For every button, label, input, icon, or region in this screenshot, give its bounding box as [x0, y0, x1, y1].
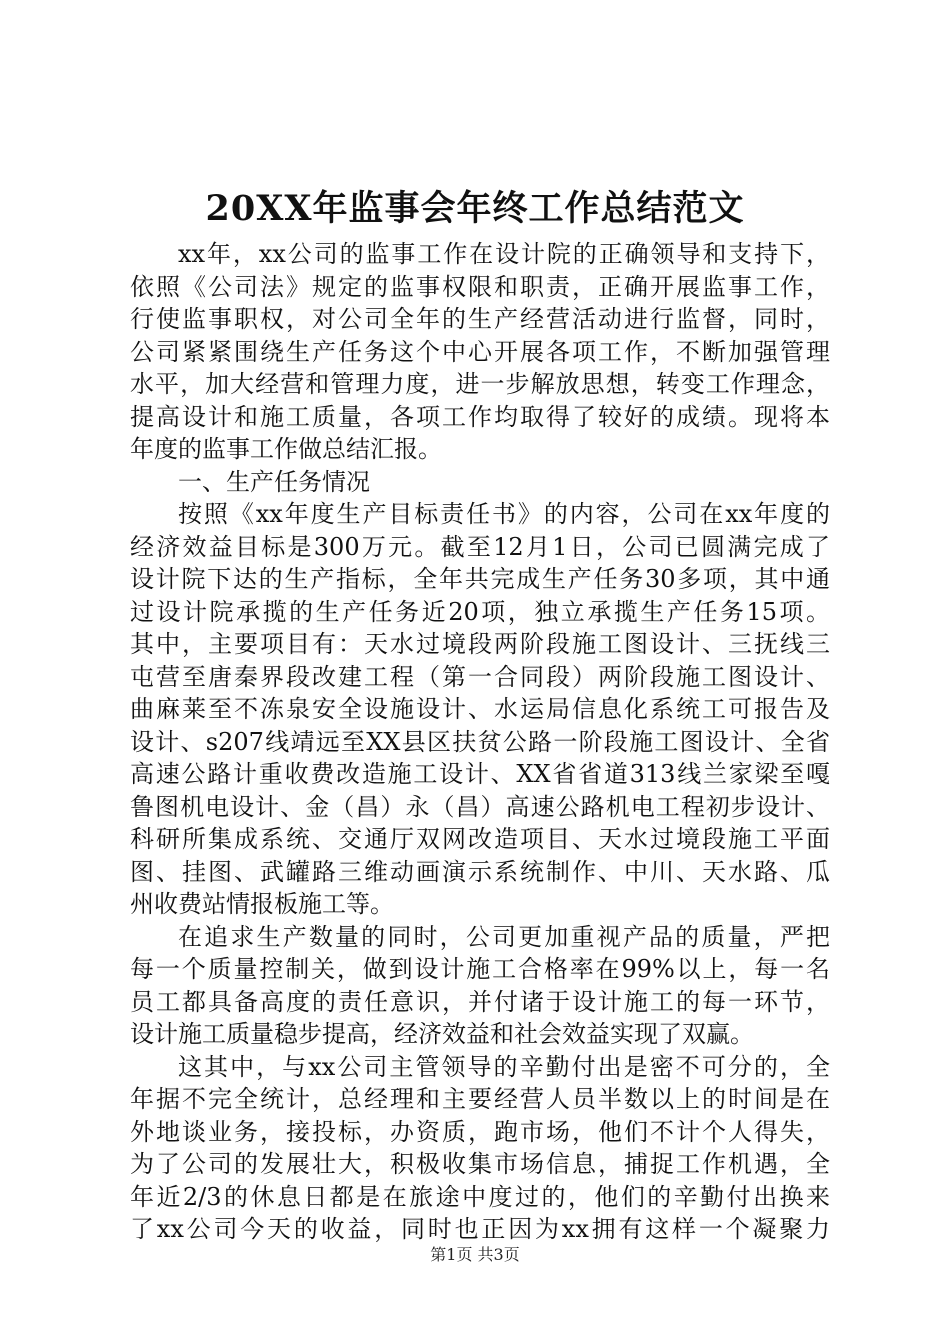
body-text-line: 外地谈业务，接投标，办资质，跑市场，他们不计个人得失， [130, 1117, 830, 1146]
body-text-line: 年据不完全统计，总经理和主要经营人员半数以上的时间是在 [130, 1085, 830, 1113]
body-text-line: 一、生产任务情况 [178, 467, 370, 496]
body-text-line: 屯营至唐秦界段改建工程（第一合同段）两阶段施工图设计、 [130, 662, 830, 691]
body-text-line: 了xx公司今天的收益，同时也正因为xx拥有这样一个凝聚力 [130, 1215, 830, 1243]
document-title: 20XX年监事会年终工作总结范文 [205, 188, 745, 229]
body-text-line: 这其中，与xx公司主管领导的辛勤付出是密不可分的，全 [178, 1052, 830, 1081]
body-text-line: 年度的监事工作做总结汇报。 [130, 435, 442, 463]
body-text-line: 为了公司的发展壮大，积极收集市场信息，捕捉工作机遇，全 [130, 1150, 830, 1178]
body-text-line: 每一个质量控制关，做到设计施工合格率在99%以上，每一名 [130, 955, 830, 983]
body-text-line: 图、挂图、武罐路三维动画演示系统制作、中川、天水路、瓜 [130, 857, 830, 886]
body-text-line: 科研所集成系统、交通厅双网改造项目、天水过境段施工平面 [130, 825, 830, 853]
body-text-line: 依照《公司法》规定的监事权限和职责，正确开展监事工作， [130, 272, 830, 301]
body-text-line: 年近2/3的休息日都是在旅途中度过的，他们的辛勤付出换来 [130, 1182, 830, 1211]
body-text-line: 设计施工质量稳步提高，经济效益和社会效益实现了双赢。 [130, 1020, 754, 1048]
body-text-line: 员工都具备高度的责任意识，并付诸于设计施工的每一环节， [130, 987, 830, 1016]
body-text-line: 经济效益目标是300万元。截至12月1日，公司已圆满完成了 [130, 532, 830, 561]
body-text-line: 行使监事职权，对公司全年的生产经营活动进行监督，同时， [130, 305, 830, 333]
body-text-line: 过设计院承揽的生产任务近20项，独立承揽生产任务15项。 [130, 597, 830, 626]
body-text-line: 设计、s207线靖远至XX县区扶贫公路一阶段施工图设计、全省 [130, 727, 830, 756]
body-text-line: xx年，xx公司的监事工作在设计院的正确领导和支持下， [178, 240, 830, 268]
body-text-line: 州收费站情报板施工等。 [130, 890, 394, 918]
body-text-line: 提高设计和施工质量，各项工作均取得了较好的成绩。现将本 [130, 402, 830, 431]
page-number-footer: 第1页 共3页 [430, 1245, 520, 1264]
body-text-line: 水平，加大经营和管理力度，进一步解放思想，转变工作理念， [130, 370, 830, 398]
body-text-line: 按照《xx年度生产目标责任书》的内容，公司在xx年度的 [178, 500, 830, 528]
body-text-line: 高速公路计重收费改造施工设计、XX省省道313线兰家梁至嘎 [130, 760, 830, 788]
body-text-line: 公司紧紧围绕生产任务这个中心开展各项工作，不断加强管理 [130, 337, 830, 366]
body-text-line: 在追求生产数量的同时，公司更加重视产品的质量，严把 [178, 922, 830, 951]
body-text-line: 曲麻莱至不冻泉安全设施设计、水运局信息化系统工可报告及 [130, 695, 830, 723]
body-text-line: 鲁图机电设计、金（昌）永（昌）高速公路机电工程初步设计、 [130, 792, 830, 821]
body-text-line: 设计院下达的生产指标，全年共完成生产任务30多项，其中通 [130, 565, 830, 593]
body-text-line: 其中，主要项目有：天水过境段两阶段施工图设计、三抚线三 [130, 630, 830, 658]
document-body [130, 238, 830, 1246]
